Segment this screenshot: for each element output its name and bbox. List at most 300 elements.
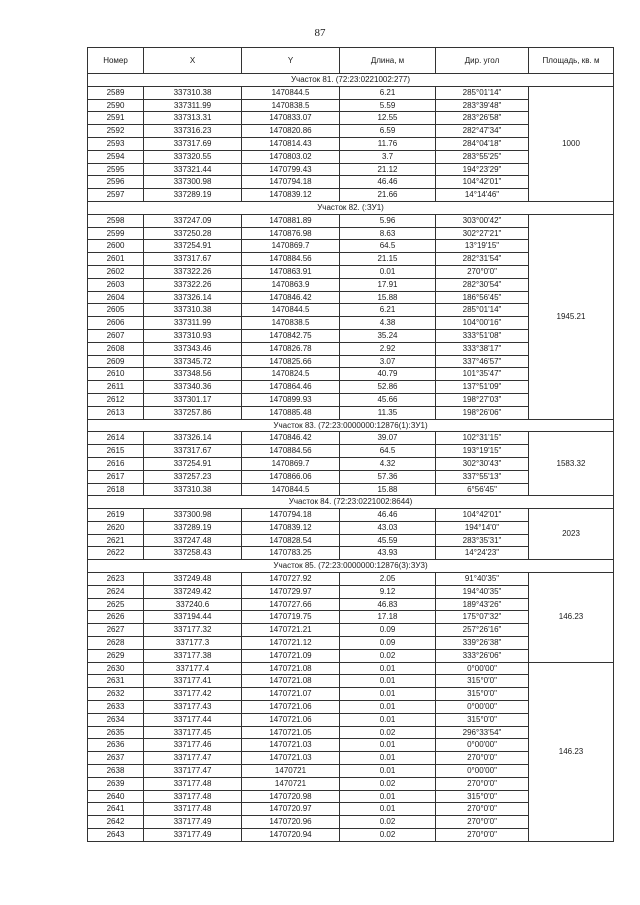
point-number-cell: 2643 <box>88 829 144 842</box>
direction-angle-cell: 0°00'00" <box>436 739 529 752</box>
y-coordinate-cell: 1470839.12 <box>242 521 340 534</box>
y-coordinate-cell: 1470826.78 <box>242 342 340 355</box>
y-coordinate-cell: 1470863.9 <box>242 278 340 291</box>
x-coordinate-cell: 337316.23 <box>144 125 242 138</box>
y-coordinate-cell: 1470842.75 <box>242 329 340 342</box>
y-coordinate-cell: 1470720.96 <box>242 816 340 829</box>
section-title-row <box>88 496 614 509</box>
x-coordinate-cell: 337321.44 <box>144 163 242 176</box>
x-coordinate-cell: 337177.32 <box>144 624 242 637</box>
length-cell: 46.46 <box>340 176 436 189</box>
area-cell: 146.23 <box>529 662 614 841</box>
point-number-cell: 2634 <box>88 713 144 726</box>
y-coordinate-cell: 1470825.66 <box>242 355 340 368</box>
length-cell: 0.01 <box>340 662 436 675</box>
point-number-cell: 2607 <box>88 329 144 342</box>
point-number-cell: 2620 <box>88 521 144 534</box>
table-row <box>88 573 614 586</box>
length-cell: 8.63 <box>340 227 436 240</box>
length-cell: 15.88 <box>340 291 436 304</box>
length-cell: 40.79 <box>340 368 436 381</box>
length-cell: 0.01 <box>340 713 436 726</box>
length-cell: 12.55 <box>340 112 436 125</box>
x-coordinate-cell: 337301.17 <box>144 393 242 406</box>
y-coordinate-cell: 1470838.5 <box>242 317 340 330</box>
direction-angle-cell: 101°35'47" <box>436 368 529 381</box>
length-cell: 5.96 <box>340 214 436 227</box>
page-number: 87 <box>314 27 326 39</box>
y-coordinate-cell: 1470729.97 <box>242 585 340 598</box>
point-number-cell: 2602 <box>88 265 144 278</box>
y-coordinate-cell: 1470803.02 <box>242 150 340 163</box>
point-number-cell: 2624 <box>88 585 144 598</box>
area-cell: 1945.21 <box>529 214 614 419</box>
x-coordinate-cell: 337322.26 <box>144 278 242 291</box>
table-row <box>88 509 614 522</box>
x-coordinate-cell: 337300.98 <box>144 176 242 189</box>
point-number-cell: 2611 <box>88 381 144 394</box>
point-number-cell: 2617 <box>88 470 144 483</box>
point-number-cell: 2632 <box>88 688 144 701</box>
y-coordinate-cell: 1470838.5 <box>242 99 340 112</box>
y-coordinate-cell: 1470846.42 <box>242 432 340 445</box>
x-coordinate-cell: 337177.41 <box>144 675 242 688</box>
x-coordinate-cell: 337311.99 <box>144 317 242 330</box>
x-coordinate-cell: 337247.48 <box>144 534 242 547</box>
point-number-cell: 2599 <box>88 227 144 240</box>
x-coordinate-cell: 337247.09 <box>144 214 242 227</box>
y-coordinate-cell: 1470885.48 <box>242 406 340 419</box>
y-coordinate-cell: 1470814.43 <box>242 137 340 150</box>
length-cell: 21.12 <box>340 163 436 176</box>
x-coordinate-cell: 337254.91 <box>144 457 242 470</box>
point-number-cell: 2606 <box>88 317 144 330</box>
section-title: Участок 84. (72:23:0221002:8644) <box>88 496 614 509</box>
x-coordinate-cell: 337177.47 <box>144 765 242 778</box>
length-cell: 35.24 <box>340 329 436 342</box>
y-coordinate-cell: 1470881.89 <box>242 214 340 227</box>
length-cell: 52.86 <box>340 381 436 394</box>
point-number-cell: 2623 <box>88 573 144 586</box>
length-cell: 0.01 <box>340 803 436 816</box>
direction-angle-cell: 283°55'25" <box>436 150 529 163</box>
length-cell: 0.02 <box>340 816 436 829</box>
length-cell: 11.35 <box>340 406 436 419</box>
y-coordinate-cell: 1470820.86 <box>242 125 340 138</box>
y-coordinate-cell: 1470721.09 <box>242 649 340 662</box>
direction-angle-cell: 339°26'38" <box>436 637 529 650</box>
y-coordinate-cell: 1470720.98 <box>242 790 340 803</box>
point-number-cell: 2621 <box>88 534 144 547</box>
x-coordinate-cell: 337310.93 <box>144 329 242 342</box>
point-number-cell: 2636 <box>88 739 144 752</box>
point-number-cell: 2640 <box>88 790 144 803</box>
point-number-cell: 2631 <box>88 675 144 688</box>
header-number: Номер <box>88 48 144 74</box>
length-cell: 0.01 <box>340 701 436 714</box>
point-number-cell: 2638 <box>88 765 144 778</box>
direction-angle-cell: 198°26'06" <box>436 406 529 419</box>
y-coordinate-cell: 1470721.05 <box>242 726 340 739</box>
x-coordinate-cell: 337326.14 <box>144 291 242 304</box>
x-coordinate-cell: 337177.44 <box>144 713 242 726</box>
point-number-cell: 2618 <box>88 483 144 496</box>
area-cell: 1583.32 <box>529 432 614 496</box>
section-title-row <box>88 560 614 573</box>
y-coordinate-cell: 1470869.7 <box>242 240 340 253</box>
direction-angle-cell: 283°39'48" <box>436 99 529 112</box>
x-coordinate-cell: 337177.49 <box>144 816 242 829</box>
table-row <box>88 662 614 675</box>
point-number-cell: 2622 <box>88 547 144 560</box>
x-coordinate-cell: 337322.26 <box>144 265 242 278</box>
section-title-row <box>88 419 614 432</box>
y-coordinate-cell: 1470864.46 <box>242 381 340 394</box>
x-coordinate-cell: 337311.99 <box>144 99 242 112</box>
direction-angle-cell: 14°14'46" <box>436 189 529 202</box>
direction-angle-cell: 315°0'0" <box>436 675 529 688</box>
x-coordinate-cell: 337313.31 <box>144 112 242 125</box>
point-number-cell: 2613 <box>88 406 144 419</box>
y-coordinate-cell: 1470863.91 <box>242 265 340 278</box>
x-coordinate-cell: 337177.47 <box>144 752 242 765</box>
length-cell: 6.59 <box>340 125 436 138</box>
direction-angle-cell: 137°51'09" <box>436 381 529 394</box>
direction-angle-cell: 270°0'0" <box>436 816 529 829</box>
length-cell: 0.01 <box>340 765 436 778</box>
length-cell: 6.21 <box>340 86 436 99</box>
length-cell: 0.01 <box>340 790 436 803</box>
point-number-cell: 2612 <box>88 393 144 406</box>
direction-angle-cell: 282°30'54" <box>436 278 529 291</box>
x-coordinate-cell: 337317.67 <box>144 445 242 458</box>
x-coordinate-cell: 337300.98 <box>144 509 242 522</box>
direction-angle-cell: 283°35'31" <box>436 534 529 547</box>
length-cell: 43.03 <box>340 521 436 534</box>
direction-angle-cell: 257°26'16" <box>436 624 529 637</box>
y-coordinate-cell: 1470824.5 <box>242 368 340 381</box>
y-coordinate-cell: 1470721.08 <box>242 675 340 688</box>
x-coordinate-cell: 337177.42 <box>144 688 242 701</box>
length-cell: 45.66 <box>340 393 436 406</box>
direction-angle-cell: 186°56'45" <box>436 291 529 304</box>
length-cell: 4.32 <box>340 457 436 470</box>
direction-angle-cell: 6°56'45" <box>436 483 529 496</box>
y-coordinate-cell: 1470866.06 <box>242 470 340 483</box>
x-coordinate-cell: 337326.14 <box>144 432 242 445</box>
y-coordinate-cell: 1470719.75 <box>242 611 340 624</box>
section-title: Участок 85. (72:23:0000000:12876(3):ЗУ3) <box>88 560 614 573</box>
direction-angle-cell: 282°31'54" <box>436 253 529 266</box>
y-coordinate-cell: 1470721 <box>242 777 340 790</box>
x-coordinate-cell: 337345.72 <box>144 355 242 368</box>
x-coordinate-cell: 337250.28 <box>144 227 242 240</box>
direction-angle-cell: 282°47'34" <box>436 125 529 138</box>
y-coordinate-cell: 1470721.03 <box>242 739 340 752</box>
length-cell: 17.18 <box>340 611 436 624</box>
length-cell: 0.02 <box>340 829 436 842</box>
point-number-cell: 2633 <box>88 701 144 714</box>
x-coordinate-cell: 337340.36 <box>144 381 242 394</box>
x-coordinate-cell: 337177.3 <box>144 637 242 650</box>
y-coordinate-cell: 1470720.94 <box>242 829 340 842</box>
direction-angle-cell: 302°27'21" <box>436 227 529 240</box>
section-title-row <box>88 201 614 214</box>
direction-angle-cell: 333°51'08" <box>436 329 529 342</box>
direction-angle-cell: 337°55'13" <box>436 470 529 483</box>
direction-angle-cell: 284°04'18" <box>436 137 529 150</box>
length-cell: 5.59 <box>340 99 436 112</box>
x-coordinate-cell: 337177.49 <box>144 829 242 842</box>
x-coordinate-cell: 337177.48 <box>144 803 242 816</box>
x-coordinate-cell: 337289.19 <box>144 189 242 202</box>
direction-angle-cell: 104°42'01" <box>436 509 529 522</box>
y-coordinate-cell: 1470721.06 <box>242 713 340 726</box>
point-number-cell: 2608 <box>88 342 144 355</box>
length-cell: 64.5 <box>340 445 436 458</box>
x-coordinate-cell: 337249.48 <box>144 573 242 586</box>
length-cell: 46.46 <box>340 509 436 522</box>
point-number-cell: 2625 <box>88 598 144 611</box>
direction-angle-cell: 175°07'32" <box>436 611 529 624</box>
x-coordinate-cell: 337177.48 <box>144 777 242 790</box>
y-coordinate-cell: 1470899.93 <box>242 393 340 406</box>
y-coordinate-cell: 1470839.12 <box>242 189 340 202</box>
direction-angle-cell: 104°00'16" <box>436 317 529 330</box>
direction-angle-cell: 270°0'0" <box>436 803 529 816</box>
direction-angle-cell: 303°00'42" <box>436 214 529 227</box>
x-coordinate-cell: 337177.38 <box>144 649 242 662</box>
y-coordinate-cell: 1470844.5 <box>242 304 340 317</box>
direction-angle-cell: 194°40'35" <box>436 585 529 598</box>
length-cell: 3.7 <box>340 150 436 163</box>
point-number-cell: 2593 <box>88 137 144 150</box>
point-number-cell: 2595 <box>88 163 144 176</box>
x-coordinate-cell: 337240.6 <box>144 598 242 611</box>
length-cell: 39.07 <box>340 432 436 445</box>
x-coordinate-cell: 337257.23 <box>144 470 242 483</box>
table-header-row <box>88 48 614 74</box>
direction-angle-cell: 337°46'57" <box>436 355 529 368</box>
length-cell: 0.02 <box>340 726 436 739</box>
direction-angle-cell: 283°26'58" <box>436 112 529 125</box>
direction-angle-cell: 194°14'0" <box>436 521 529 534</box>
section-title: Участок 82. (:ЗУ1) <box>88 201 614 214</box>
length-cell: 57.36 <box>340 470 436 483</box>
area-cell: 1000 <box>529 86 614 201</box>
header-y: Y <box>242 48 340 74</box>
point-number-cell: 2635 <box>88 726 144 739</box>
direction-angle-cell: 13°19'15" <box>436 240 529 253</box>
coordinates-table <box>87 47 614 842</box>
point-number-cell: 2598 <box>88 214 144 227</box>
y-coordinate-cell: 1470721 <box>242 765 340 778</box>
point-number-cell: 2641 <box>88 803 144 816</box>
direction-angle-cell: 0°00'00" <box>436 701 529 714</box>
y-coordinate-cell: 1470844.5 <box>242 483 340 496</box>
direction-angle-cell: 104°42'01" <box>436 176 529 189</box>
x-coordinate-cell: 337254.91 <box>144 240 242 253</box>
length-cell: 0.01 <box>340 675 436 688</box>
y-coordinate-cell: 1470727.92 <box>242 573 340 586</box>
length-cell: 6.21 <box>340 304 436 317</box>
x-coordinate-cell: 337177.45 <box>144 726 242 739</box>
y-coordinate-cell: 1470720.97 <box>242 803 340 816</box>
point-number-cell: 2589 <box>88 86 144 99</box>
length-cell: 17.91 <box>340 278 436 291</box>
point-number-cell: 2594 <box>88 150 144 163</box>
header-angle: Дир. угол <box>436 48 529 74</box>
y-coordinate-cell: 1470844.5 <box>242 86 340 99</box>
x-coordinate-cell: 337177.48 <box>144 790 242 803</box>
direction-angle-cell: 270°0'0" <box>436 829 529 842</box>
x-coordinate-cell: 337257.86 <box>144 406 242 419</box>
header-x: X <box>144 48 242 74</box>
y-coordinate-cell: 1470869.7 <box>242 457 340 470</box>
direction-angle-cell: 285°01'14" <box>436 304 529 317</box>
direction-angle-cell: 270°0'0" <box>436 777 529 790</box>
length-cell: 0.09 <box>340 637 436 650</box>
section-title: Участок 83. (72:23:0000000:12876(1):ЗУ1) <box>88 419 614 432</box>
direction-angle-cell: 198°27'03" <box>436 393 529 406</box>
direction-angle-cell: 194°23'29" <box>436 163 529 176</box>
point-number-cell: 2601 <box>88 253 144 266</box>
direction-angle-cell: 91°40'35" <box>436 573 529 586</box>
y-coordinate-cell: 1470799.43 <box>242 163 340 176</box>
y-coordinate-cell: 1470721.21 <box>242 624 340 637</box>
point-number-cell: 2605 <box>88 304 144 317</box>
area-cell: 2023 <box>529 509 614 560</box>
point-number-cell: 2627 <box>88 624 144 637</box>
y-coordinate-cell: 1470721.12 <box>242 637 340 650</box>
point-number-cell: 2639 <box>88 777 144 790</box>
header-length: Длина, м <box>340 48 436 74</box>
direction-angle-cell: 296°33'54" <box>436 726 529 739</box>
table-row <box>88 214 614 227</box>
point-number-cell: 2592 <box>88 125 144 138</box>
y-coordinate-cell: 1470876.98 <box>242 227 340 240</box>
point-number-cell: 2637 <box>88 752 144 765</box>
y-coordinate-cell: 1470721.08 <box>242 662 340 675</box>
y-coordinate-cell: 1470833.07 <box>242 112 340 125</box>
length-cell: 0.01 <box>340 752 436 765</box>
x-coordinate-cell: 337317.67 <box>144 253 242 266</box>
direction-angle-cell: 285°01'14" <box>436 86 529 99</box>
length-cell: 46.83 <box>340 598 436 611</box>
x-coordinate-cell: 337177.46 <box>144 739 242 752</box>
length-cell: 0.02 <box>340 649 436 662</box>
point-number-cell: 2597 <box>88 189 144 202</box>
table-row <box>88 86 614 99</box>
x-coordinate-cell: 337310.38 <box>144 304 242 317</box>
x-coordinate-cell: 337177.4 <box>144 662 242 675</box>
point-number-cell: 2603 <box>88 278 144 291</box>
point-number-cell: 2610 <box>88 368 144 381</box>
length-cell: 0.01 <box>340 265 436 278</box>
length-cell: 0.02 <box>340 777 436 790</box>
point-number-cell: 2629 <box>88 649 144 662</box>
direction-angle-cell: 302°30'43" <box>436 457 529 470</box>
x-coordinate-cell: 337348.56 <box>144 368 242 381</box>
section-title: Участок 81. (72:23:0221002:277) <box>88 74 614 87</box>
point-number-cell: 2619 <box>88 509 144 522</box>
y-coordinate-cell: 1470783.25 <box>242 547 340 560</box>
direction-angle-cell: 0°00'00" <box>436 662 529 675</box>
y-coordinate-cell: 1470884.56 <box>242 445 340 458</box>
y-coordinate-cell: 1470794.18 <box>242 509 340 522</box>
y-coordinate-cell: 1470828.54 <box>242 534 340 547</box>
length-cell: 11.76 <box>340 137 436 150</box>
length-cell: 15.88 <box>340 483 436 496</box>
y-coordinate-cell: 1470884.56 <box>242 253 340 266</box>
length-cell: 43.93 <box>340 547 436 560</box>
length-cell: 3.07 <box>340 355 436 368</box>
length-cell: 2.92 <box>340 342 436 355</box>
point-number-cell: 2630 <box>88 662 144 675</box>
point-number-cell: 2642 <box>88 816 144 829</box>
direction-angle-cell: 0°00'00" <box>436 765 529 778</box>
length-cell: 0.09 <box>340 624 436 637</box>
section-title-row <box>88 74 614 87</box>
y-coordinate-cell: 1470721.06 <box>242 701 340 714</box>
x-coordinate-cell: 337289.19 <box>144 521 242 534</box>
length-cell: 9.12 <box>340 585 436 598</box>
point-number-cell: 2614 <box>88 432 144 445</box>
direction-angle-cell: 14°24'23" <box>436 547 529 560</box>
direction-angle-cell: 333°38'17" <box>436 342 529 355</box>
length-cell: 64.5 <box>340 240 436 253</box>
length-cell: 0.01 <box>340 739 436 752</box>
point-number-cell: 2609 <box>88 355 144 368</box>
y-coordinate-cell: 1470727.66 <box>242 598 340 611</box>
x-coordinate-cell: 337343.46 <box>144 342 242 355</box>
point-number-cell: 2596 <box>88 176 144 189</box>
point-number-cell: 2628 <box>88 637 144 650</box>
direction-angle-cell: 193°19'15" <box>436 445 529 458</box>
x-coordinate-cell: 337317.69 <box>144 137 242 150</box>
length-cell: 0.01 <box>340 688 436 701</box>
direction-angle-cell: 189°43'26" <box>436 598 529 611</box>
x-coordinate-cell: 337177.43 <box>144 701 242 714</box>
point-number-cell: 2590 <box>88 99 144 112</box>
direction-angle-cell: 315°0'0" <box>436 688 529 701</box>
y-coordinate-cell: 1470846.42 <box>242 291 340 304</box>
x-coordinate-cell: 337310.38 <box>144 483 242 496</box>
x-coordinate-cell: 337258.43 <box>144 547 242 560</box>
point-number-cell: 2604 <box>88 291 144 304</box>
header-area: Площадь, кв. м <box>529 48 614 74</box>
direction-angle-cell: 102°31'15" <box>436 432 529 445</box>
y-coordinate-cell: 1470721.03 <box>242 752 340 765</box>
x-coordinate-cell: 337194.44 <box>144 611 242 624</box>
x-coordinate-cell: 337310.38 <box>144 86 242 99</box>
direction-angle-cell: 270°0'0" <box>436 265 529 278</box>
x-coordinate-cell: 337249.42 <box>144 585 242 598</box>
point-number-cell: 2600 <box>88 240 144 253</box>
length-cell: 21.66 <box>340 189 436 202</box>
point-number-cell: 2615 <box>88 445 144 458</box>
length-cell: 45.59 <box>340 534 436 547</box>
length-cell: 21.15 <box>340 253 436 266</box>
point-number-cell: 2591 <box>88 112 144 125</box>
area-cell: 146.23 <box>529 573 614 663</box>
length-cell: 2.05 <box>340 573 436 586</box>
y-coordinate-cell: 1470721.07 <box>242 688 340 701</box>
x-coordinate-cell: 337320.55 <box>144 150 242 163</box>
length-cell: 4.38 <box>340 317 436 330</box>
direction-angle-cell: 315°0'0" <box>436 790 529 803</box>
table-row <box>88 432 614 445</box>
